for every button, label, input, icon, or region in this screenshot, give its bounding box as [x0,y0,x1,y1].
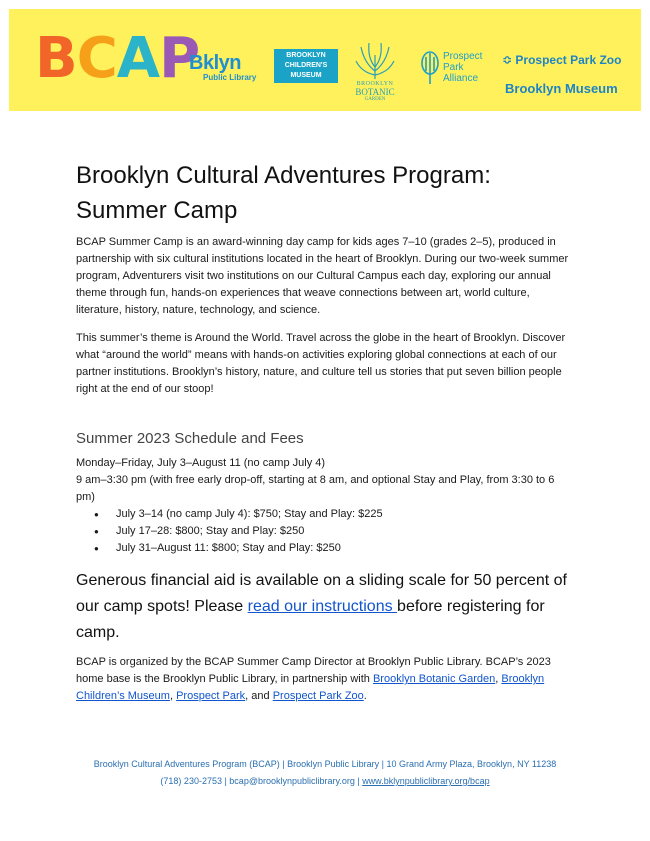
header-banner: BCAP Bklyn Public Library BROOKLYN CHILDREN'S MUSEUM BROOKLYN BOTANIC GARDEN Prospect Park Alliance ≎ Prospect Park Zoo Brooklyn Museum [9,9,641,111]
list-item: ● July 3–14 (no camp July 4): $750; Stay and Play: $225 [116,506,576,523]
childrens-museum-link[interactable]: Brooklyn Children’s Museum [76,673,545,702]
organizer-paragraph: BCAP is organized by the BCAP Summer Camp Director at Brooklyn Public Library. BCAP’s 2023 home base is the Brooklyn Public Library, in partnership with Brooklyn Botanic Garden, Brooklyn Children’s Museum, Prospect Park, and Prospect Park Zoo. [76,656,551,702]
list-item: ● July 31–August 11: $800; Stay and Play: $250 [116,540,576,557]
park-leaf-icon [421,51,439,85]
page-title: Brooklyn Cultural Adventures Program: Summer Camp [76,162,491,224]
fee-list [76,506,576,557]
botanic-garden-link[interactable]: Brooklyn Botanic Garden [372,673,496,685]
theme-paragraph: This summer’s theme is Around the World. Travel across the globe in the heart of Brooklyn. Discover what “around the world” means with hands-on activities exploring global connections at each of our partner institutions. Brooklyn’s history, nature, and culture tell us stories that put seven billion people right at the end of our stoop! [76,332,566,395]
website-link[interactable]: www.bklynpubliclibrary.org/bcap [362,776,490,786]
schedule-heading: Summer 2023 Schedule and Fees [76,430,304,447]
instructions-link[interactable]: read our instructions [247,598,398,615]
schedule-section [76,455,576,557]
schedule-dates: Monday–Friday, July 3–August 11 (no camp July 4) [76,457,326,469]
financial-aid-notice: Generous financial aid is available on a sliding scale for 50 percent of our camp spots! Please read our instructions before registering for camp. [76,572,567,641]
brooklyn-childrens-museum-logo: BROOKLYN CHILDREN'S MUSEUM [274,49,338,83]
footer-address: Brooklyn Cultural Adventures Program (BCAP) | Brooklyn Public Library | 10 Grand Army Plaza, Brooklyn, NY 11238 [93,759,557,769]
footer-contact: (718) 230-2753 | bcap@brooklynpubliclibrary.org | www.bklynpubliclibrary.org/bcap [160,776,490,786]
brooklyn-public-library-logo: Bklyn Public Library [189,52,257,82]
prospect-park-zoo-logo: ≎ Prospect Park Zoo [502,53,622,67]
zoo-bird-icon: ≎ [502,53,513,67]
footer [40,756,610,790]
prospect-park-link[interactable]: Prospect Park [176,690,246,702]
botanic-flower-icon [355,41,395,81]
list-item: ● July 17–28: $800; Stay and Play: $250 [116,523,576,540]
bcap-logo: BCAP [35,26,200,91]
brooklyn-botanic-garden-logo: BROOKLYN BOTANIC GARDEN [339,41,411,102]
prospect-park-zoo-link[interactable]: Prospect Park Zoo [272,690,364,702]
schedule-hours: 9 am–3:30 pm (with free early drop-off, starting at 8 am, and optional Stay and Play, from 3:30 to 6 pm) [76,474,555,503]
intro-paragraph: BCAP Summer Camp is an award-winning day camp for kids ages 7–10 (grades 2–5), produced in partnership with six cultural institutions located in the heart of Brooklyn. During our two-week summer program, Adventurers visit two institutions on our Cultural Campus each day, exploring our annual theme through fun, hands-on experiences that weave connections between art, world culture, literature, history, nature, technology, and science. [76,236,569,316]
brooklyn-museum-logo: Brooklyn Museum [505,81,618,96]
